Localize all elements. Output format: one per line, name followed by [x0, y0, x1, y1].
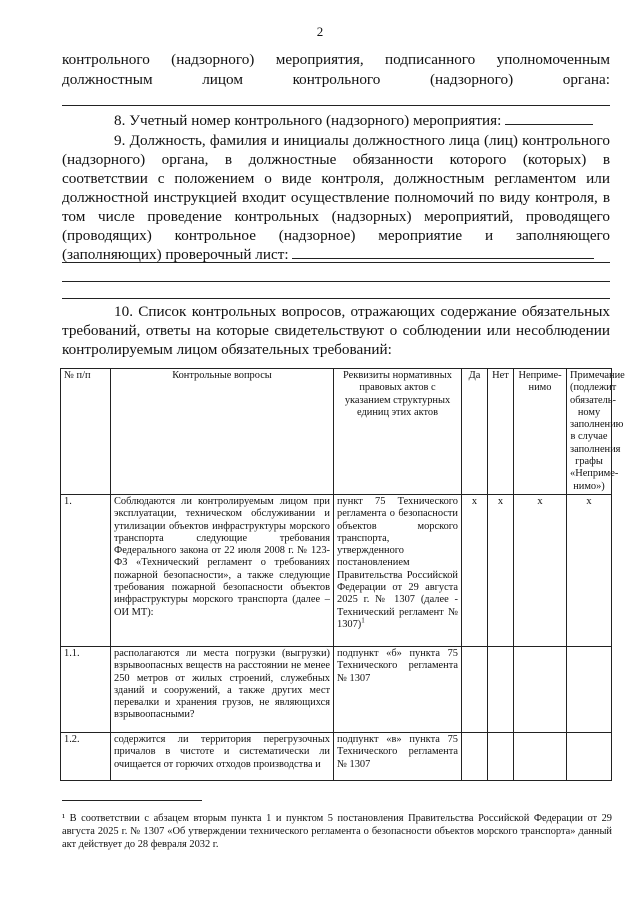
row-question: содержится ли территория перегрузочных причалов в чистоте и систематически ли очищается от горючих отходов производства и — [111, 733, 334, 781]
page-number: 2 — [316, 24, 324, 39]
row-requisites: подпункт «в» пункта 75 Технического регламента № 1307 — [334, 733, 462, 781]
table-header-row — [61, 369, 612, 495]
item-10 — [62, 302, 610, 359]
row-not-applicable: x — [514, 495, 567, 647]
row-num: 1.2. — [61, 733, 111, 781]
row-note[interactable] — [567, 647, 612, 733]
requisites-text: пункт 75 Технического регламента о безопасности объектов морского транспорта, утвержденного постановлением Правительства Российской Федерации от 29 августа 2025 г. № 1307 (далее - Технический регламент № 1307) — [337, 496, 458, 630]
fill-line — [62, 281, 610, 282]
table-row — [61, 495, 612, 647]
row-question: Соблюдаются ли контролируемым лицом при эксплуатации, техническом обслуживании и утилизации объектов инфраструктуры морского транспорта следующие требования Федерального закона от 22 июля 2008 г. № 123-ФЗ «Технический регламент о требованиях пожарной безопасности», а также следующие требования пожарной безопасности объектов инфраструктуры морского транспорта (далее – ОИ МТ): — [111, 495, 334, 647]
footnote: ¹ В соответствии с абзацем вторым пункта 1 и пунктом 5 постановления Правительства Российской Федерации от 29 августа 2025 г. № 1307 «Об утверждении технического регламента о безопасности объектов морского транспорта» данный акт действует до 28 февраля 2032 г. — [62, 813, 612, 850]
fill-line — [505, 112, 593, 125]
header-num: № п/п — [61, 369, 111, 495]
header-yes: Да — [462, 369, 488, 495]
fill-line — [62, 298, 610, 299]
row-requisites: подпункт «б» пункта 75 Технического регламента № 1307 — [334, 647, 462, 733]
item-9-text: 9. Должность, фамилия и инициалы должностного лица (лиц) контрольного (надзорного) органа, в должностные обязанности которого (которых) в соответствии с положением о виде контроля, должностным регламентом или должностной инструкцией входит осуществление полномочий по виду контроля, в том числе проведение контрольных (надзорных) мероприятий, проводящего (проводящих) контрольное (надзорное) мероприятие и заполняющего (заполняющих) проверочный лист: — [62, 132, 610, 263]
row-note[interactable] — [567, 733, 612, 781]
header-requisites: Реквизиты нормативных правовых актов с указанием структурных единиц этих актов — [334, 369, 462, 495]
row-yes: x — [462, 495, 488, 647]
fill-line — [62, 105, 610, 106]
row-no[interactable] — [488, 733, 514, 781]
item-9 — [62, 131, 610, 264]
header-no: Нет — [488, 369, 514, 495]
intro-line-1: контрольного (надзорного) мероприятия, подписанного уполномоченным — [62, 51, 610, 68]
row-note: x — [567, 495, 612, 647]
row-yes[interactable] — [462, 647, 488, 733]
row-num: 1.1. — [61, 647, 111, 733]
row-num: 1. — [61, 495, 111, 647]
row-not-applicable[interactable] — [514, 733, 567, 781]
intro-line-2: должностным лицом контрольного (надзорного) органа: — [62, 71, 610, 88]
row-requisites — [334, 495, 462, 647]
table-row — [61, 647, 612, 733]
fill-line — [62, 262, 610, 263]
item-8-text: 8. Учетный номер контрольного (надзорного) мероприятия: — [114, 112, 502, 129]
row-no[interactable] — [488, 647, 514, 733]
row-no: x — [488, 495, 514, 647]
header-questions: Контрольные вопросы — [111, 369, 334, 495]
item-10-text: 10. Список контрольных вопросов, отражающих содержание обязательных требований, ответы на которые свидетельствуют о соблюдении или несоблюдении контролируемым лицом обязательных требований: — [62, 303, 610, 358]
fill-line — [292, 246, 594, 259]
footnote-ref: 1 — [361, 616, 365, 625]
row-not-applicable[interactable] — [514, 647, 567, 733]
header-not-applicable: Неприме-нимо — [514, 369, 567, 495]
table-row — [61, 733, 612, 781]
header-note: Примечание (подлежит обязатель-ному заполнению в случае заполнения графы «Неприме-нимо») — [567, 369, 612, 495]
row-yes[interactable] — [462, 733, 488, 781]
checklist-table — [60, 368, 625, 781]
row-question: располагаются ли места погрузки (выгрузки) взрывоопасных веществ на расстоянии не менее 250 метров от жилых строений, служебных зданий и сооружений, а также других мест перевалки и хранения грузов, не являющихся взрывоопасными? — [111, 647, 334, 733]
footnote-separator — [62, 800, 202, 801]
item-8 — [62, 111, 610, 130]
